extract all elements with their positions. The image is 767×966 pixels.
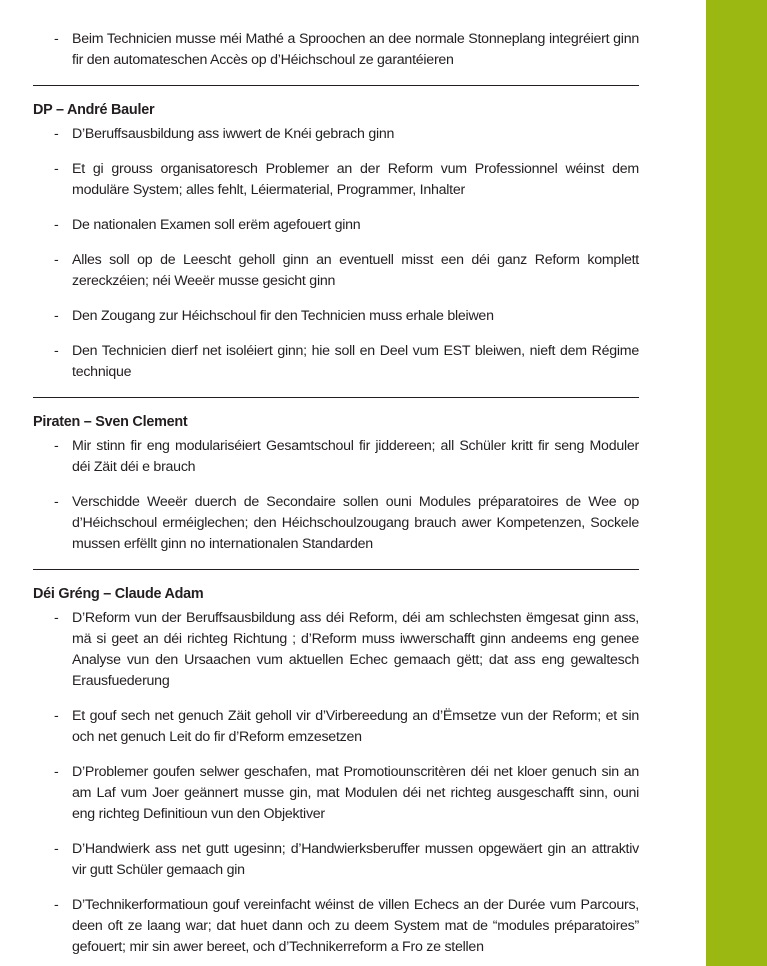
list-item	[33, 839, 639, 881]
bullet-dash: -	[54, 126, 59, 142]
list-item	[33, 436, 639, 478]
section-heading: Piraten – Sven Clement	[33, 414, 188, 430]
section-dei-greng	[33, 584, 639, 958]
list-item-text: D’Technikerformatioun gouf vereinfacht wéinst de villen Echecs an der Durée vum Parcours, deen oft ze laang war; dat huet dann och zu deem System mat de “modules préparatoires” gefouert; mir sin awer bereet, och d’Technikerreform a Fro ze stellen	[72, 897, 639, 955]
list-item	[33, 250, 639, 292]
bullet-dash: -	[54, 764, 59, 780]
list-item-text: Den Zougang zur Héichschoul fir den Technicien muss erhale bleiwen	[72, 308, 494, 324]
bullet-list	[33, 436, 639, 555]
section-continuation	[33, 29, 639, 86]
list-item	[33, 762, 639, 825]
list-item	[33, 215, 639, 236]
list-item-text: D’Beruffsausbildung ass iwwert de Knéi gebrach ginn	[72, 126, 395, 142]
bullet-dash: -	[54, 343, 59, 359]
bullet-dash: -	[54, 31, 59, 47]
list-item-text: Den Technicien dierf net isoléiert ginn; hie soll en Deel vum EST bleiwen, nieft dem Régime technique	[72, 343, 639, 380]
list-item-text: Beim Technicien musse méi Mathé a Sproochen an dee normale Stonneplang integréiert ginn fir den automateschen Accès op d’Héichschoul ze garantéieren	[72, 31, 639, 68]
document-body	[33, 29, 639, 966]
section-heading: Déi Gréng – Claude Adam	[33, 586, 204, 602]
list-item	[33, 895, 639, 958]
list-item-text: D’Problemer goufen selwer geschafen, mat Promotiounscritèren déi net kloer genuch sin an am Laf vum Joer geännert musse gin, mat Modulen déi net richteg ausgeschafft sinn, ouni eng richteg Definitioun vun den Objektiver	[72, 764, 639, 822]
bullet-dash: -	[54, 252, 59, 268]
list-item	[33, 608, 639, 692]
bullet-list	[33, 608, 639, 958]
bullet-dash: -	[54, 161, 59, 177]
bullet-dash: -	[54, 897, 59, 913]
bullet-dash: -	[54, 217, 59, 233]
list-item-text: Et gi grouss organisatoresch Problemer an der Reform vum Professionnel wéinst dem moduläre System; alles fehlt, Léiermaterial, Programmer, Inhalter	[72, 161, 639, 198]
list-item-text: Et gouf sech net genuch Zäit geholl vir d’Virbereedung an d’Ëmsetze vun der Reform; et sin och net genuch Leit do fir d’Reform emzesetzen	[72, 708, 639, 745]
list-item-text: Alles soll op de Leescht geholl ginn an eventuell misst een déi ganz Reform komplett zereckzéien; néi Weeër musse gesicht ginn	[72, 252, 639, 289]
list-item	[33, 159, 639, 201]
list-item-text: D’Handwierk ass net gutt ugesinn; d’Handwierksberuffer mussen opgewäert gin an attraktiv vir gutt Schüler gemaach gin	[72, 841, 639, 878]
section-piraten	[33, 412, 639, 570]
list-item-text: De nationalen Examen soll erëm agefouert ginn	[72, 217, 361, 233]
section-heading: DP – André Bauler	[33, 102, 155, 118]
bullet-dash: -	[54, 308, 59, 324]
bullet-dash: -	[54, 841, 59, 857]
list-item-text: Mir stinn fir eng modulariséiert Gesamtschoul fir jiddereen; all Schüler kritt fir seng Moduler déi Zäit déi e brauch	[72, 438, 639, 475]
list-item-text: Verschidde Weeër duerch de Secondaire sollen ouni Modules préparatoires de Wee op d’Héichschoul erméiglechen; den Héichschoulzougang brauch awer Kompetenzen, Sockele mussen erfëllt ginn no internationalen Standarden	[72, 494, 639, 552]
bullet-dash: -	[54, 494, 59, 510]
list-item	[33, 124, 639, 145]
bullet-dash: -	[54, 708, 59, 724]
section-dp	[33, 100, 639, 398]
bullet-list	[33, 124, 639, 383]
bullet-list	[33, 29, 639, 71]
list-item	[33, 306, 639, 327]
list-item	[33, 706, 639, 748]
bullet-dash: -	[54, 438, 59, 454]
list-item	[33, 492, 639, 555]
list-item-text: D’Reform vun der Beruffsausbildung ass déi Reform, déi am schlechsten ëmgesat ginn ass, mä si geet an déi richteg Richtung ; d’Reform muss iwwerschafft ginn andeems eng genee Analyse vun den Ursaachen vum aktuellen Echec gemaach gëtt; dat ass eng gewaltesch Erausfuederung	[72, 610, 639, 689]
list-item	[33, 29, 639, 71]
green-side-bar	[706, 0, 767, 966]
list-item	[33, 341, 639, 383]
bullet-dash: -	[54, 610, 59, 626]
